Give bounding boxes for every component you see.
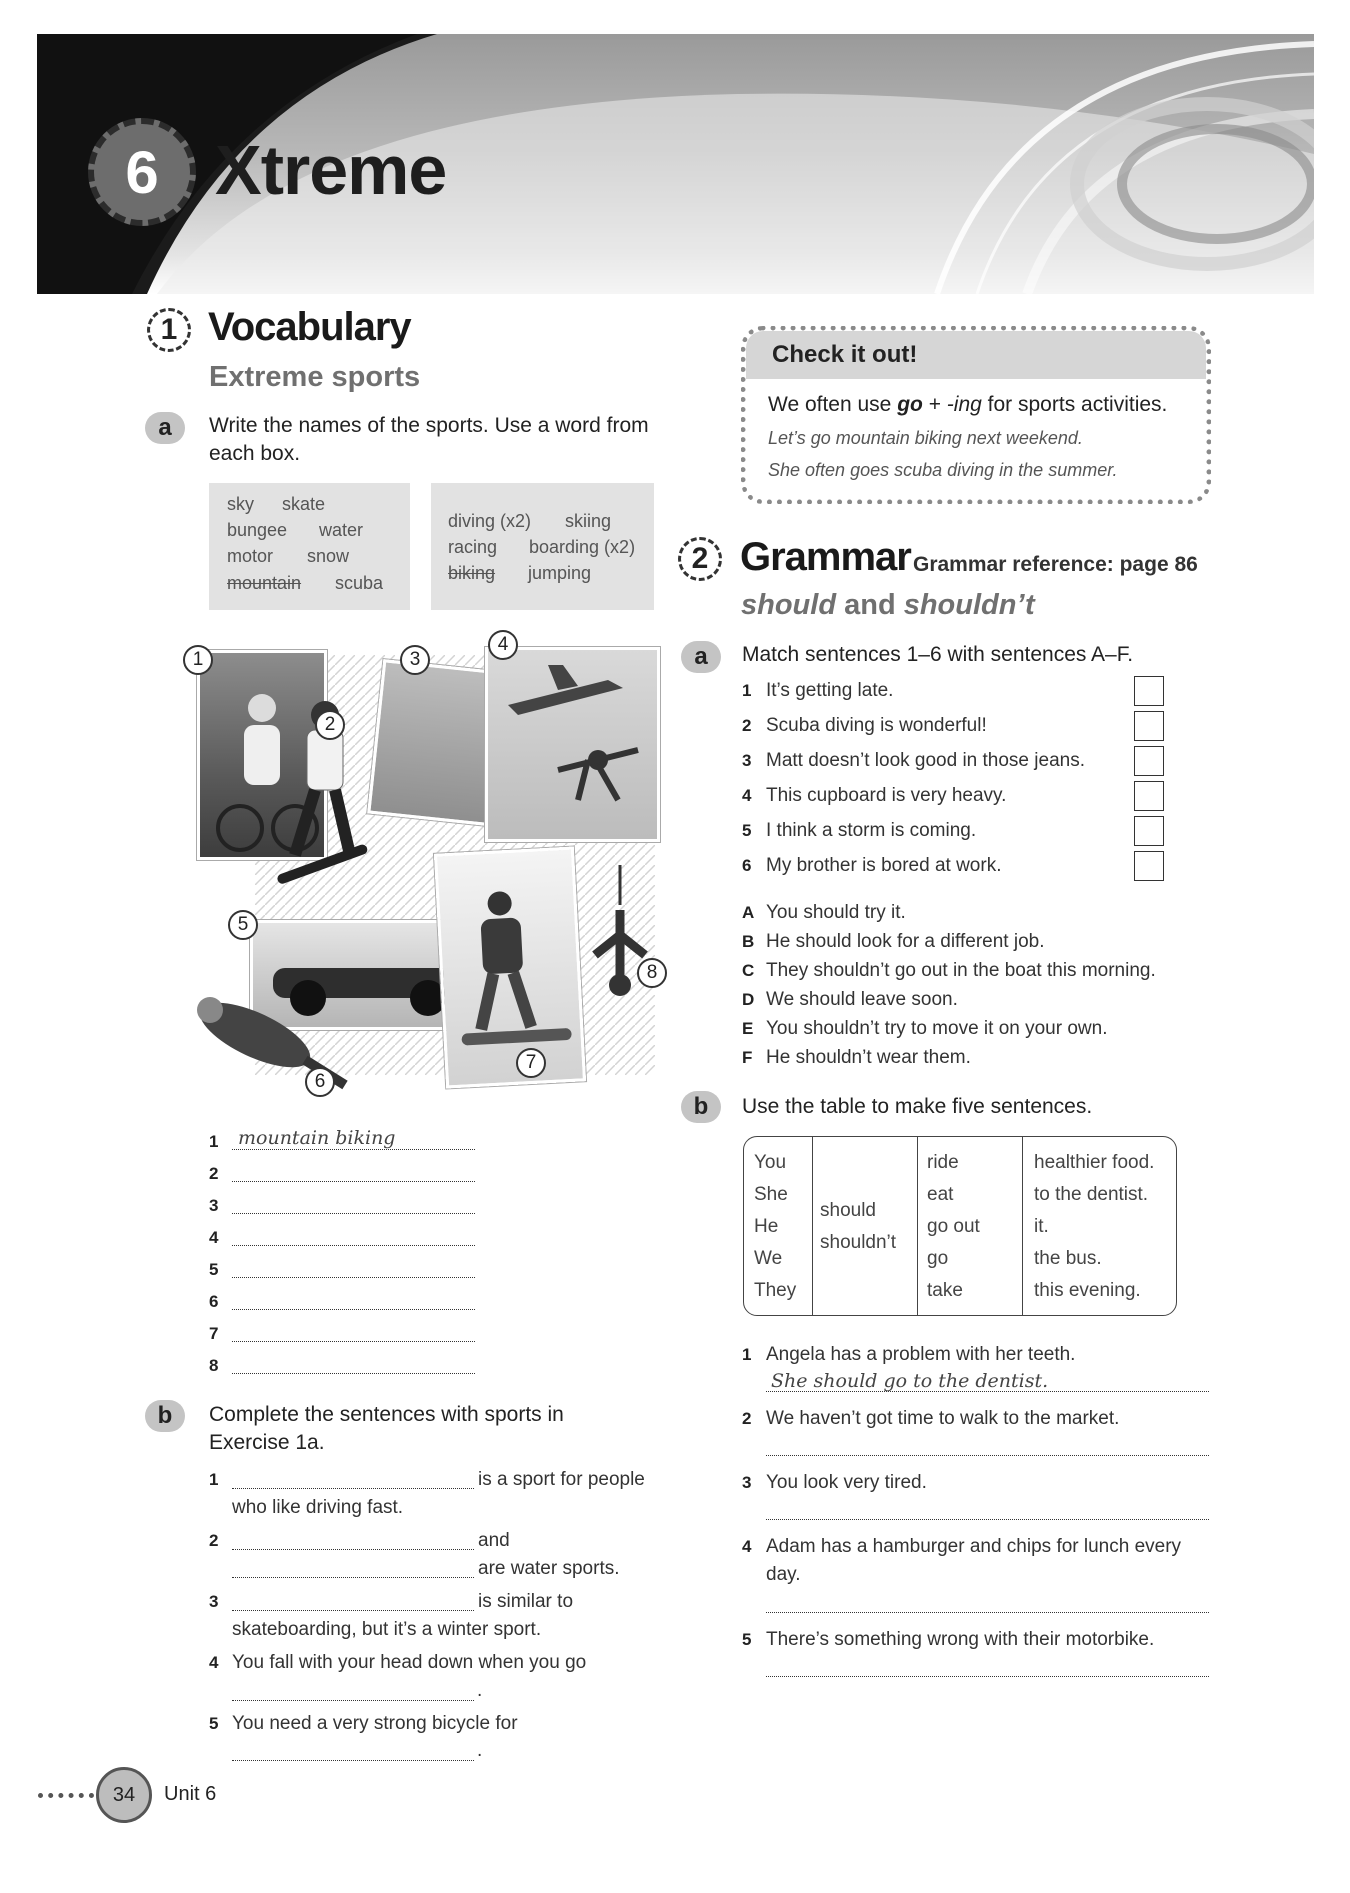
table-cell: ride xyxy=(927,1152,959,1173)
response-letter: B xyxy=(742,932,755,951)
word: motor xyxy=(227,546,274,566)
item-text: are water sports. xyxy=(478,1558,620,1579)
table-cell: go out xyxy=(927,1216,980,1237)
item-text: Adam has a hamburger and chips for lunch every xyxy=(766,1536,1182,1557)
answer-number: 3 xyxy=(209,1196,219,1215)
word-crossed-out: mountain xyxy=(227,573,302,593)
footer-dots xyxy=(38,1793,94,1798)
item-text: We haven’t got time to walk to the market. xyxy=(766,1408,1120,1429)
item-text: who like driving fast. xyxy=(232,1497,404,1518)
subtitle-should: should xyxy=(741,589,837,621)
item-text: and xyxy=(478,1530,510,1551)
answer-number: 1 xyxy=(209,1132,219,1151)
item-text: Angela has a problem with her teeth. xyxy=(766,1344,1076,1365)
check-it-out-rule xyxy=(768,393,1167,417)
item-text: . xyxy=(477,1740,483,1761)
rule-text: for sports activities. xyxy=(981,393,1168,416)
answer-line[interactable] xyxy=(232,1700,474,1701)
word: bungee xyxy=(227,520,288,540)
item-number: 2 xyxy=(742,1409,752,1428)
subtitle-shouldnt: shouldn’t xyxy=(903,589,1035,621)
answer-line[interactable] xyxy=(766,1391,1209,1392)
table-cell: the bus. xyxy=(1034,1248,1102,1269)
item-text: day. xyxy=(766,1564,801,1585)
item-text: You need a very strong bicycle for xyxy=(232,1713,518,1734)
check-it-out-example-1: Let’s go mountain biking next weekend. xyxy=(768,428,1083,448)
sentence-number: 4 xyxy=(742,786,752,805)
table-cell: She xyxy=(754,1184,788,1205)
instruction-1b-line2: Exercise 1a. xyxy=(209,1431,325,1454)
item-text: . xyxy=(477,1680,483,1701)
photo-number-1: 1 xyxy=(183,645,213,675)
answer-line[interactable] xyxy=(232,1373,475,1374)
match-answer-box[interactable] xyxy=(1134,781,1164,811)
response-text: He should look for a different job. xyxy=(766,931,1045,952)
sentence-text: Scuba diving is wonderful! xyxy=(766,715,987,736)
table-cell: They xyxy=(754,1280,797,1301)
section-title-grammar: Grammar xyxy=(740,535,911,579)
item-number: 3 xyxy=(209,1592,219,1611)
word: scuba xyxy=(335,573,384,593)
photo-number-5: 5 xyxy=(228,910,258,940)
photo-number-3: 3 xyxy=(400,645,430,675)
table-cell: He xyxy=(754,1216,779,1237)
answer-number: 8 xyxy=(209,1356,219,1375)
rule-go: go xyxy=(897,393,923,416)
answer-number: 4 xyxy=(209,1228,219,1247)
word: snow xyxy=(307,546,350,566)
answer-line[interactable] xyxy=(232,1149,475,1150)
photo-number-2: 2 xyxy=(315,710,345,740)
item-text: You fall with your head down when you go xyxy=(232,1652,587,1673)
instruction-2a: Match sentences 1–6 with sentences A–F. xyxy=(742,643,1134,666)
check-it-out-title: Check it out! xyxy=(746,331,1206,379)
item-number: 1 xyxy=(209,1470,219,1489)
exercise-label-2b: b xyxy=(681,1091,721,1123)
exercise-label-2a: a xyxy=(681,641,721,673)
match-answer-box[interactable] xyxy=(1134,676,1164,706)
answer-line[interactable] xyxy=(232,1181,475,1182)
section-number-grammar: 2 xyxy=(678,537,722,581)
response-letter: C xyxy=(742,961,755,980)
instruction-2b: Use the table to make five sentences. xyxy=(742,1095,1093,1118)
sentence-number: 3 xyxy=(742,751,752,770)
photo-number-4: 4 xyxy=(488,630,518,660)
word: skate xyxy=(282,494,326,514)
answer-line[interactable] xyxy=(232,1245,475,1246)
table-cell: You xyxy=(754,1152,787,1173)
item-number: 2 xyxy=(209,1531,219,1550)
photo-water-skiing xyxy=(367,659,503,826)
answer-number: 6 xyxy=(209,1292,219,1311)
rule-text: We often use xyxy=(768,393,898,416)
item-text: There’s something wrong with their motorbike. xyxy=(766,1629,1155,1650)
instruction-1a-line1: Write the names of the sports. Use a word from xyxy=(209,414,649,437)
table-cell: it. xyxy=(1034,1216,1049,1237)
response-text: You should try it. xyxy=(766,902,906,923)
item-number: 1 xyxy=(742,1345,752,1364)
word: racing xyxy=(448,537,498,557)
word: water xyxy=(319,520,364,540)
word: sky xyxy=(227,494,254,514)
response-text: You shouldn’t try to move it on your own. xyxy=(766,1018,1108,1039)
table-cell: this evening. xyxy=(1034,1280,1141,1301)
table-cell: We xyxy=(754,1248,783,1269)
answer-line[interactable] xyxy=(232,1488,474,1489)
sentence-number: 2 xyxy=(742,716,752,735)
footer-unit-label: Unit 6 xyxy=(164,1783,217,1805)
answer-number: 2 xyxy=(209,1164,219,1183)
response-text: They shouldn’t go out in the boat this morning. xyxy=(766,960,1156,981)
subtitle-and: and xyxy=(836,589,904,621)
word-box-2 xyxy=(431,483,654,610)
match-answer-box[interactable] xyxy=(1134,851,1164,881)
photo-number-7: 7 xyxy=(516,1048,546,1078)
sentence-table xyxy=(743,1136,1177,1316)
word: jumping xyxy=(528,563,592,583)
instruction-1b-line1: Complete the sentences with sports in xyxy=(209,1403,564,1426)
answer-line[interactable] xyxy=(232,1610,474,1611)
example-answer: She should go to the dentist. xyxy=(771,1370,1049,1392)
answer-line[interactable] xyxy=(232,1549,474,1550)
response-text: We should leave soon. xyxy=(766,989,958,1010)
answer-line[interactable] xyxy=(232,1577,474,1578)
section-subtitle-vocabulary: Extreme sports xyxy=(209,361,421,393)
answer-number: 7 xyxy=(209,1324,219,1343)
item-number: 4 xyxy=(742,1537,752,1556)
item-text: is similar to xyxy=(478,1591,574,1612)
unit-number-badge: 6 xyxy=(88,118,196,226)
exercise-label-1b: b xyxy=(145,1400,185,1432)
response-letter: F xyxy=(742,1048,753,1067)
answer-line[interactable] xyxy=(232,1213,475,1214)
answer-line[interactable] xyxy=(766,1455,1209,1456)
word-box-1 xyxy=(209,483,410,610)
example-answer: mountain biking xyxy=(238,1127,396,1149)
table-cell: eat xyxy=(927,1184,954,1205)
word: skiing xyxy=(565,511,612,531)
sports-photo-collage xyxy=(185,635,675,1105)
answer-number: 5 xyxy=(209,1260,219,1279)
sentence-text: My brother is bored at work. xyxy=(766,855,1002,876)
table-cell: healthier food. xyxy=(1034,1152,1155,1173)
match-answer-box[interactable] xyxy=(1134,816,1164,846)
item-number: 5 xyxy=(742,1630,752,1649)
item-number: 4 xyxy=(209,1653,219,1672)
sentence-number: 5 xyxy=(742,821,752,840)
item-text: You look very tired. xyxy=(766,1472,927,1493)
item-text: is a sport for people xyxy=(478,1469,645,1490)
answer-line[interactable] xyxy=(766,1612,1209,1613)
match-answer-box[interactable] xyxy=(1134,711,1164,741)
unit-title: Xtreme xyxy=(215,131,447,209)
photo-skydiving xyxy=(485,647,660,842)
item-text: skateboarding, but it’s a winter sport. xyxy=(232,1619,542,1640)
response-letter: D xyxy=(742,990,755,1009)
grammar-reference: Grammar reference: page 86 xyxy=(913,553,1198,576)
sentence-text: I think a storm is coming. xyxy=(766,820,977,841)
table-cell: should xyxy=(820,1200,876,1221)
sentence-number: 1 xyxy=(742,681,752,700)
answer-line[interactable] xyxy=(232,1760,474,1761)
exercise-label-1a: a xyxy=(145,412,185,444)
answer-line[interactable] xyxy=(232,1277,475,1278)
instruction-1a-line2: each box. xyxy=(209,442,301,465)
table-cell: to the dentist. xyxy=(1034,1184,1149,1205)
sentence-text: It’s getting late. xyxy=(766,680,894,701)
table-cell: shouldn’t xyxy=(820,1232,897,1253)
word: diving (x2) xyxy=(448,511,532,531)
answer-line[interactable] xyxy=(232,1341,475,1342)
response-letter: E xyxy=(742,1019,754,1038)
answer-line[interactable] xyxy=(232,1309,475,1310)
item-number: 3 xyxy=(742,1473,752,1492)
table-cell: take xyxy=(927,1280,963,1301)
check-it-out-example-2: She often goes scuba diving in the summer. xyxy=(768,460,1118,480)
match-answer-box[interactable] xyxy=(1134,746,1164,776)
section-title-vocabulary: Vocabulary xyxy=(208,305,411,349)
item-number: 5 xyxy=(209,1714,219,1733)
section-number-vocabulary: 1 xyxy=(147,308,191,352)
word-crossed-out: biking xyxy=(448,563,496,583)
photo-snowboarding xyxy=(434,846,586,1088)
sentence-text: Matt doesn’t look good in those jeans. xyxy=(766,750,1085,771)
rule-plus: + xyxy=(922,393,947,416)
photo-number-6: 6 xyxy=(305,1067,335,1097)
table-cell: go xyxy=(927,1248,949,1269)
check-it-out-box xyxy=(741,326,1211,504)
response-text: He shouldn’t wear them. xyxy=(766,1047,971,1068)
answer-line[interactable] xyxy=(766,1676,1209,1677)
sentence-number: 6 xyxy=(742,856,752,875)
plane-and-diver xyxy=(488,650,657,839)
sentence-text: This cupboard is very heavy. xyxy=(766,785,1007,806)
section-subtitle-grammar xyxy=(741,589,1035,622)
rule-ing: -ing xyxy=(946,393,982,416)
page-number: 34 xyxy=(96,1767,152,1823)
word: boarding (x2) xyxy=(529,537,636,557)
answer-line[interactable] xyxy=(766,1519,1209,1520)
photo-number-8: 8 xyxy=(637,958,667,988)
response-letter: A xyxy=(742,903,755,922)
snowboarder xyxy=(437,850,583,1086)
